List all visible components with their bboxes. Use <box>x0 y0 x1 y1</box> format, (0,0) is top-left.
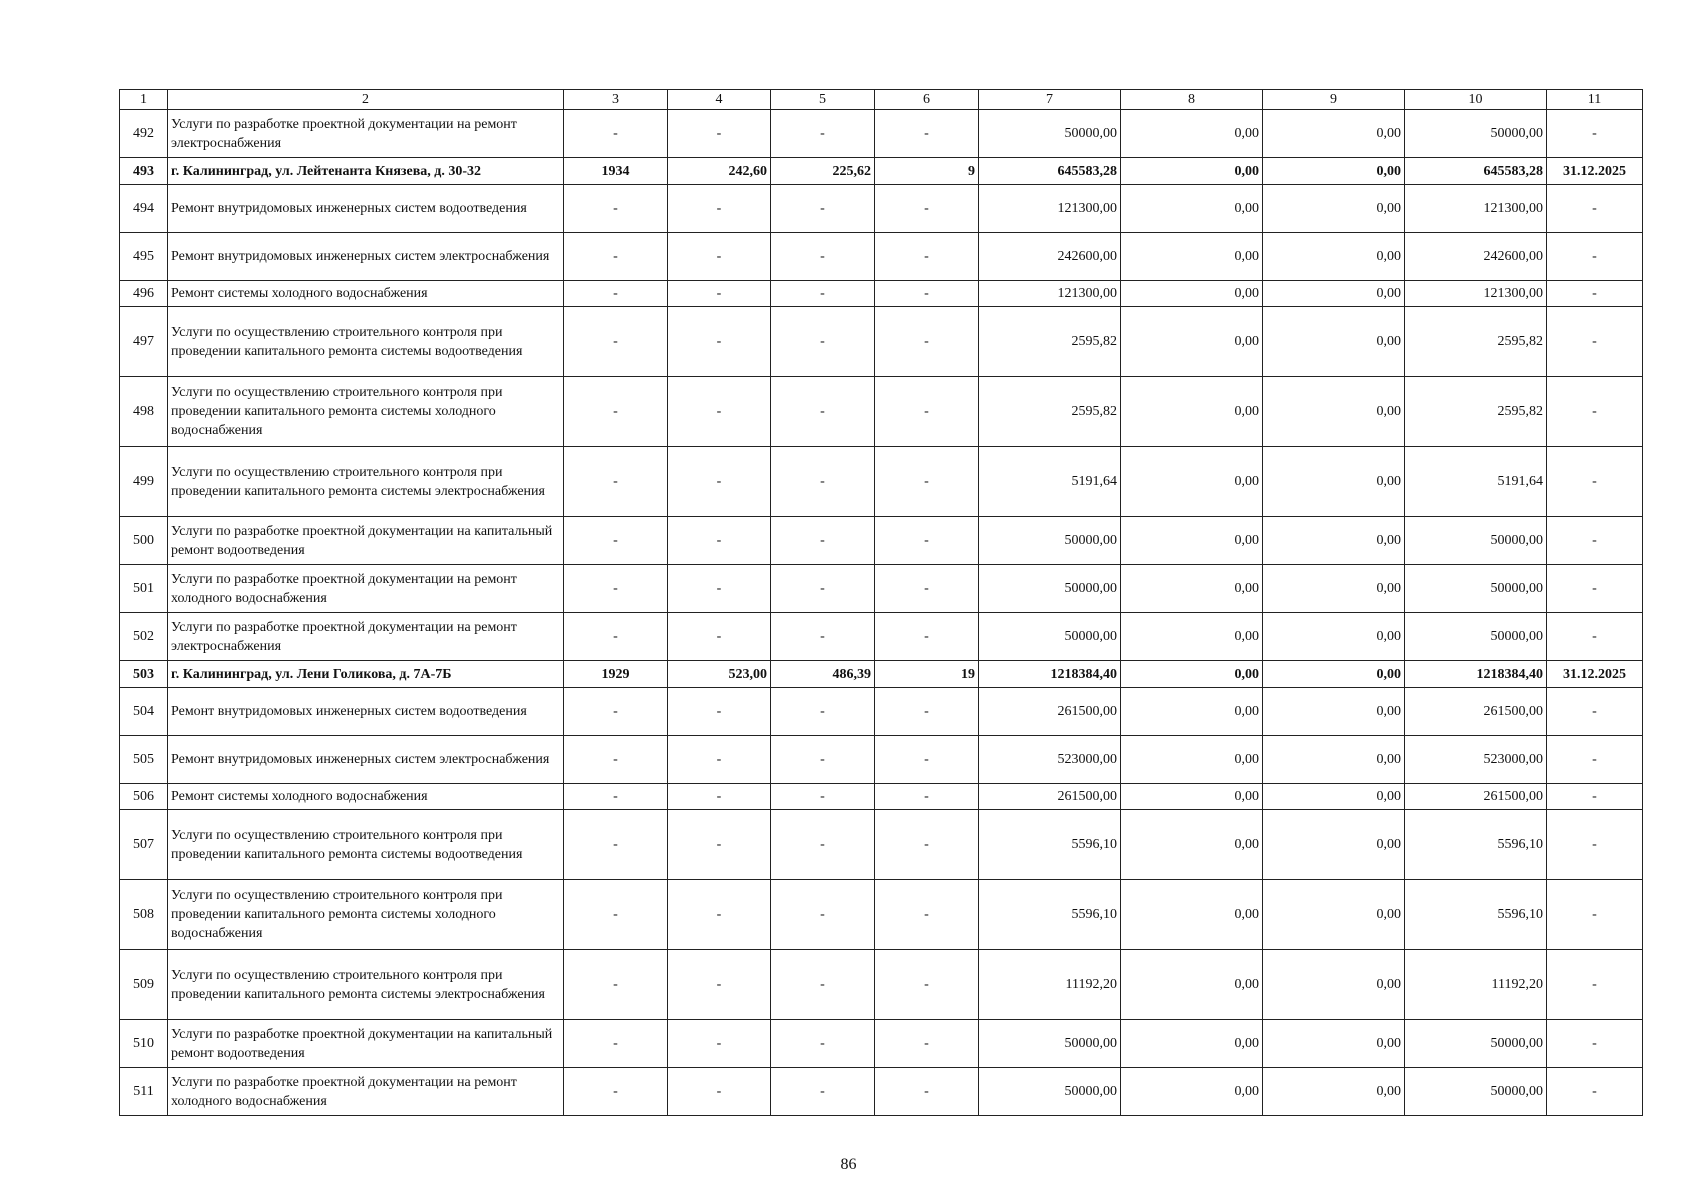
row-number-cell: 496 <box>120 281 168 307</box>
row-number-cell: 494 <box>120 185 168 233</box>
table-row <box>120 185 1643 233</box>
cost-col10-cell: 2595,82 <box>1405 377 1547 447</box>
column-header: 9 <box>1263 90 1405 110</box>
cost-col8-cell: 0,00 <box>1121 110 1263 158</box>
total-area-cell: - <box>668 880 771 950</box>
deadline-cell: - <box>1547 110 1643 158</box>
residents-cell: - <box>875 688 979 736</box>
work-name-cell: г. Калининград, ул. Лейтенанта Князева, д. 30-32 <box>168 158 564 185</box>
total-area-cell: - <box>668 110 771 158</box>
work-name-cell: Ремонт внутридомовых инженерных систем электроснабжения <box>168 233 564 281</box>
total-area-cell: - <box>668 1020 771 1068</box>
table-row <box>120 736 1643 784</box>
table-row <box>120 784 1643 810</box>
work-name-cell: Ремонт системы холодного водоснабжения <box>168 784 564 810</box>
cost-col9-cell: 0,00 <box>1263 377 1405 447</box>
table-row <box>120 377 1643 447</box>
work-name-cell: Услуги по осуществлению строительного контроля при проведении капитального ремонта системы холодного водоснабжения <box>168 377 564 447</box>
row-number-cell: 509 <box>120 950 168 1020</box>
total-area-cell: - <box>668 784 771 810</box>
row-number-cell: 505 <box>120 736 168 784</box>
living-area-cell: - <box>771 447 875 517</box>
residents-cell: - <box>875 736 979 784</box>
cost-total-cell: 5596,10 <box>979 810 1121 880</box>
year-cell: - <box>564 688 668 736</box>
living-area-cell: - <box>771 1068 875 1116</box>
register-table <box>119 89 1643 1116</box>
column-header: 11 <box>1547 90 1643 110</box>
row-number-cell: 507 <box>120 810 168 880</box>
living-area-cell: - <box>771 233 875 281</box>
deadline-cell: - <box>1547 810 1643 880</box>
residents-cell: - <box>875 281 979 307</box>
year-cell: - <box>564 613 668 661</box>
cost-total-cell: 242600,00 <box>979 233 1121 281</box>
total-area-cell: - <box>668 1068 771 1116</box>
cost-total-cell: 50000,00 <box>979 517 1121 565</box>
deadline-cell: - <box>1547 613 1643 661</box>
cost-col10-cell: 121300,00 <box>1405 185 1547 233</box>
column-header: 5 <box>771 90 875 110</box>
cost-col10-cell: 5191,64 <box>1405 447 1547 517</box>
work-name-cell: г. Калининград, ул. Лени Голикова, д. 7А-7Б <box>168 661 564 688</box>
cost-total-cell: 5596,10 <box>979 880 1121 950</box>
cost-col8-cell: 0,00 <box>1121 736 1263 784</box>
deadline-cell: - <box>1547 307 1643 377</box>
cost-total-cell: 261500,00 <box>979 688 1121 736</box>
cost-total-cell: 2595,82 <box>979 307 1121 377</box>
deadline-cell: - <box>1547 233 1643 281</box>
living-area-cell: - <box>771 810 875 880</box>
column-header: 1 <box>120 90 168 110</box>
table-row <box>120 233 1643 281</box>
year-cell: - <box>564 810 668 880</box>
table-row <box>120 158 1643 185</box>
cost-col9-cell: 0,00 <box>1263 517 1405 565</box>
deadline-cell: - <box>1547 688 1643 736</box>
work-name-cell: Ремонт внутридомовых инженерных систем водоотведения <box>168 185 564 233</box>
cost-col8-cell: 0,00 <box>1121 950 1263 1020</box>
total-area-cell: 523,00 <box>668 661 771 688</box>
table-row <box>120 110 1643 158</box>
cost-col9-cell: 0,00 <box>1263 565 1405 613</box>
column-number-header-row <box>120 90 1643 110</box>
cost-col9-cell: 0,00 <box>1263 281 1405 307</box>
table-row <box>120 950 1643 1020</box>
living-area-cell: - <box>771 736 875 784</box>
cost-col9-cell: 0,00 <box>1263 185 1405 233</box>
row-number-cell: 504 <box>120 688 168 736</box>
cost-col10-cell: 2595,82 <box>1405 307 1547 377</box>
deadline-cell: - <box>1547 185 1643 233</box>
cost-col10-cell: 645583,28 <box>1405 158 1547 185</box>
cost-col9-cell: 0,00 <box>1263 447 1405 517</box>
cost-col9-cell: 0,00 <box>1263 784 1405 810</box>
column-header: 2 <box>168 90 564 110</box>
column-header: 4 <box>668 90 771 110</box>
residents-cell: - <box>875 110 979 158</box>
cost-col9-cell: 0,00 <box>1263 661 1405 688</box>
deadline-cell: - <box>1547 281 1643 307</box>
living-area-cell: 225,62 <box>771 158 875 185</box>
year-cell: - <box>564 377 668 447</box>
deadline-cell: - <box>1547 880 1643 950</box>
residents-cell: 9 <box>875 158 979 185</box>
total-area-cell: - <box>668 613 771 661</box>
cost-col8-cell: 0,00 <box>1121 810 1263 880</box>
cost-col8-cell: 0,00 <box>1121 447 1263 517</box>
table-row <box>120 810 1643 880</box>
cost-total-cell: 11192,20 <box>979 950 1121 1020</box>
cost-col8-cell: 0,00 <box>1121 1020 1263 1068</box>
living-area-cell: - <box>771 110 875 158</box>
residents-cell: - <box>875 1068 979 1116</box>
cost-total-cell: 50000,00 <box>979 110 1121 158</box>
total-area-cell: - <box>668 185 771 233</box>
residents-cell: - <box>875 880 979 950</box>
year-cell: - <box>564 233 668 281</box>
cost-total-cell: 2595,82 <box>979 377 1121 447</box>
residents-cell: - <box>875 1020 979 1068</box>
work-name-cell: Услуги по осуществлению строительного контроля при проведении капитального ремонта системы электроснабжения <box>168 950 564 1020</box>
cost-col10-cell: 1218384,40 <box>1405 661 1547 688</box>
total-area-cell: - <box>668 688 771 736</box>
year-cell: - <box>564 447 668 517</box>
work-name-cell: Услуги по осуществлению строительного контроля при проведении капитального ремонта системы холодного водоснабжения <box>168 880 564 950</box>
residents-cell: 19 <box>875 661 979 688</box>
table-row <box>120 307 1643 377</box>
cost-total-cell: 50000,00 <box>979 1068 1121 1116</box>
living-area-cell: - <box>771 1020 875 1068</box>
cost-col8-cell: 0,00 <box>1121 880 1263 950</box>
residents-cell: - <box>875 307 979 377</box>
cost-col8-cell: 0,00 <box>1121 1068 1263 1116</box>
deadline-cell: 31.12.2025 <box>1547 661 1643 688</box>
total-area-cell: - <box>668 281 771 307</box>
total-area-cell: 242,60 <box>668 158 771 185</box>
row-number-cell: 501 <box>120 565 168 613</box>
year-cell: - <box>564 1068 668 1116</box>
total-area-cell: - <box>668 517 771 565</box>
cost-col10-cell: 5596,10 <box>1405 880 1547 950</box>
work-name-cell: Услуги по разработке проектной документации на ремонт холодного водоснабжения <box>168 565 564 613</box>
residents-cell: - <box>875 565 979 613</box>
row-number-cell: 511 <box>120 1068 168 1116</box>
cost-col10-cell: 5596,10 <box>1405 810 1547 880</box>
living-area-cell: - <box>771 307 875 377</box>
cost-total-cell: 50000,00 <box>979 1020 1121 1068</box>
table-row <box>120 1068 1643 1116</box>
row-number-cell: 498 <box>120 377 168 447</box>
work-name-cell: Ремонт внутридомовых инженерных систем водоотведения <box>168 688 564 736</box>
cost-col8-cell: 0,00 <box>1121 613 1263 661</box>
cost-col8-cell: 0,00 <box>1121 784 1263 810</box>
residents-cell: - <box>875 613 979 661</box>
cost-col8-cell: 0,00 <box>1121 185 1263 233</box>
cost-col10-cell: 50000,00 <box>1405 613 1547 661</box>
deadline-cell: - <box>1547 1020 1643 1068</box>
cost-col9-cell: 0,00 <box>1263 110 1405 158</box>
cost-col9-cell: 0,00 <box>1263 688 1405 736</box>
total-area-cell: - <box>668 950 771 1020</box>
row-number-cell: 503 <box>120 661 168 688</box>
year-cell: - <box>564 784 668 810</box>
table-row <box>120 661 1643 688</box>
cost-col9-cell: 0,00 <box>1263 880 1405 950</box>
total-area-cell: - <box>668 447 771 517</box>
work-name-cell: Ремонт системы холодного водоснабжения <box>168 281 564 307</box>
total-area-cell: - <box>668 233 771 281</box>
cost-col8-cell: 0,00 <box>1121 517 1263 565</box>
year-cell: - <box>564 736 668 784</box>
cost-total-cell: 1218384,40 <box>979 661 1121 688</box>
row-number-cell: 497 <box>120 307 168 377</box>
work-name-cell: Услуги по разработке проектной документации на ремонт холодного водоснабжения <box>168 1068 564 1116</box>
cost-col10-cell: 50000,00 <box>1405 110 1547 158</box>
cost-total-cell: 261500,00 <box>979 784 1121 810</box>
table-row <box>120 447 1643 517</box>
total-area-cell: - <box>668 307 771 377</box>
cost-total-cell: 523000,00 <box>979 736 1121 784</box>
cost-col10-cell: 261500,00 <box>1405 784 1547 810</box>
work-name-cell: Услуги по разработке проектной документации на ремонт электроснабжения <box>168 613 564 661</box>
cost-col8-cell: 0,00 <box>1121 281 1263 307</box>
year-cell: - <box>564 950 668 1020</box>
cost-total-cell: 645583,28 <box>979 158 1121 185</box>
work-name-cell: Услуги по осуществлению строительного контроля при проведении капитального ремонта системы водоотведения <box>168 307 564 377</box>
cost-col10-cell: 50000,00 <box>1405 1020 1547 1068</box>
column-header: 3 <box>564 90 668 110</box>
cost-col8-cell: 0,00 <box>1121 377 1263 447</box>
deadline-cell: - <box>1547 1068 1643 1116</box>
work-name-cell: Услуги по разработке проектной документации на капитальный ремонт водоотведения <box>168 517 564 565</box>
cost-col9-cell: 0,00 <box>1263 1020 1405 1068</box>
cost-col8-cell: 0,00 <box>1121 661 1263 688</box>
living-area-cell: - <box>771 565 875 613</box>
cost-col8-cell: 0,00 <box>1121 307 1263 377</box>
total-area-cell: - <box>668 736 771 784</box>
row-number-cell: 510 <box>120 1020 168 1068</box>
work-name-cell: Услуги по осуществлению строительного контроля при проведении капитального ремонта системы водоотведения <box>168 810 564 880</box>
table-row <box>120 880 1643 950</box>
row-number-cell: 506 <box>120 784 168 810</box>
work-name-cell: Услуги по разработке проектной документации на капитальный ремонт водоотведения <box>168 1020 564 1068</box>
cost-col8-cell: 0,00 <box>1121 688 1263 736</box>
cost-col9-cell: 0,00 <box>1263 736 1405 784</box>
total-area-cell: - <box>668 377 771 447</box>
work-name-cell: Ремонт внутридомовых инженерных систем электроснабжения <box>168 736 564 784</box>
year-cell: - <box>564 307 668 377</box>
work-name-cell: Услуги по разработке проектной документации на ремонт электроснабжения <box>168 110 564 158</box>
column-header: 10 <box>1405 90 1547 110</box>
living-area-cell: - <box>771 784 875 810</box>
deadline-cell: - <box>1547 517 1643 565</box>
year-cell: - <box>564 565 668 613</box>
cost-col9-cell: 0,00 <box>1263 950 1405 1020</box>
column-header: 6 <box>875 90 979 110</box>
deadline-cell: - <box>1547 736 1643 784</box>
cost-col9-cell: 0,00 <box>1263 158 1405 185</box>
deadline-cell: 31.12.2025 <box>1547 158 1643 185</box>
year-cell: - <box>564 110 668 158</box>
page-number: 86 <box>840 1156 857 1173</box>
year-cell: - <box>564 517 668 565</box>
residents-cell: - <box>875 377 979 447</box>
deadline-cell: - <box>1547 565 1643 613</box>
year-cell: - <box>564 185 668 233</box>
table-body <box>120 110 1643 1116</box>
cost-col10-cell: 50000,00 <box>1405 565 1547 613</box>
cost-col8-cell: 0,00 <box>1121 158 1263 185</box>
deadline-cell: - <box>1547 784 1643 810</box>
cost-col8-cell: 0,00 <box>1121 565 1263 613</box>
table-row <box>120 1020 1643 1068</box>
table-row <box>120 688 1643 736</box>
row-number-cell: 493 <box>120 158 168 185</box>
table-row <box>120 613 1643 661</box>
cost-total-cell: 50000,00 <box>979 565 1121 613</box>
cost-col10-cell: 11192,20 <box>1405 950 1547 1020</box>
living-area-cell: - <box>771 880 875 950</box>
living-area-cell: - <box>771 950 875 1020</box>
total-area-cell: - <box>668 810 771 880</box>
cost-total-cell: 121300,00 <box>979 281 1121 307</box>
residents-cell: - <box>875 447 979 517</box>
living-area-cell: - <box>771 517 875 565</box>
table-row <box>120 281 1643 307</box>
living-area-cell: 486,39 <box>771 661 875 688</box>
living-area-cell: - <box>771 613 875 661</box>
deadline-cell: - <box>1547 377 1643 447</box>
table-row <box>120 517 1643 565</box>
column-header: 8 <box>1121 90 1263 110</box>
residents-cell: - <box>875 185 979 233</box>
cost-total-cell: 50000,00 <box>979 613 1121 661</box>
cost-col10-cell: 261500,00 <box>1405 688 1547 736</box>
residents-cell: - <box>875 950 979 1020</box>
year-cell: 1934 <box>564 158 668 185</box>
row-number-cell: 508 <box>120 880 168 950</box>
cost-col10-cell: 121300,00 <box>1405 281 1547 307</box>
living-area-cell: - <box>771 281 875 307</box>
cost-col8-cell: 0,00 <box>1121 233 1263 281</box>
column-header: 7 <box>979 90 1121 110</box>
cost-col10-cell: 523000,00 <box>1405 736 1547 784</box>
cost-total-cell: 5191,64 <box>979 447 1121 517</box>
residents-cell: - <box>875 810 979 880</box>
work-name-cell: Услуги по осуществлению строительного контроля при проведении капитального ремонта системы электроснабжения <box>168 447 564 517</box>
cost-col9-cell: 0,00 <box>1263 810 1405 880</box>
row-number-cell: 495 <box>120 233 168 281</box>
cost-col9-cell: 0,00 <box>1263 613 1405 661</box>
cost-col10-cell: 50000,00 <box>1405 517 1547 565</box>
deadline-cell: - <box>1547 950 1643 1020</box>
cost-col9-cell: 0,00 <box>1263 233 1405 281</box>
residents-cell: - <box>875 517 979 565</box>
year-cell: - <box>564 880 668 950</box>
cost-col10-cell: 242600,00 <box>1405 233 1547 281</box>
cost-col9-cell: 0,00 <box>1263 307 1405 377</box>
cost-total-cell: 121300,00 <box>979 185 1121 233</box>
deadline-cell: - <box>1547 447 1643 517</box>
table-row <box>120 565 1643 613</box>
year-cell: - <box>564 1020 668 1068</box>
row-number-cell: 500 <box>120 517 168 565</box>
row-number-cell: 502 <box>120 613 168 661</box>
living-area-cell: - <box>771 688 875 736</box>
cost-col9-cell: 0,00 <box>1263 1068 1405 1116</box>
living-area-cell: - <box>771 377 875 447</box>
living-area-cell: - <box>771 185 875 233</box>
total-area-cell: - <box>668 565 771 613</box>
residents-cell: - <box>875 784 979 810</box>
cost-col10-cell: 50000,00 <box>1405 1068 1547 1116</box>
row-number-cell: 499 <box>120 447 168 517</box>
year-cell: - <box>564 281 668 307</box>
residents-cell: - <box>875 233 979 281</box>
row-number-cell: 492 <box>120 110 168 158</box>
year-cell: 1929 <box>564 661 668 688</box>
